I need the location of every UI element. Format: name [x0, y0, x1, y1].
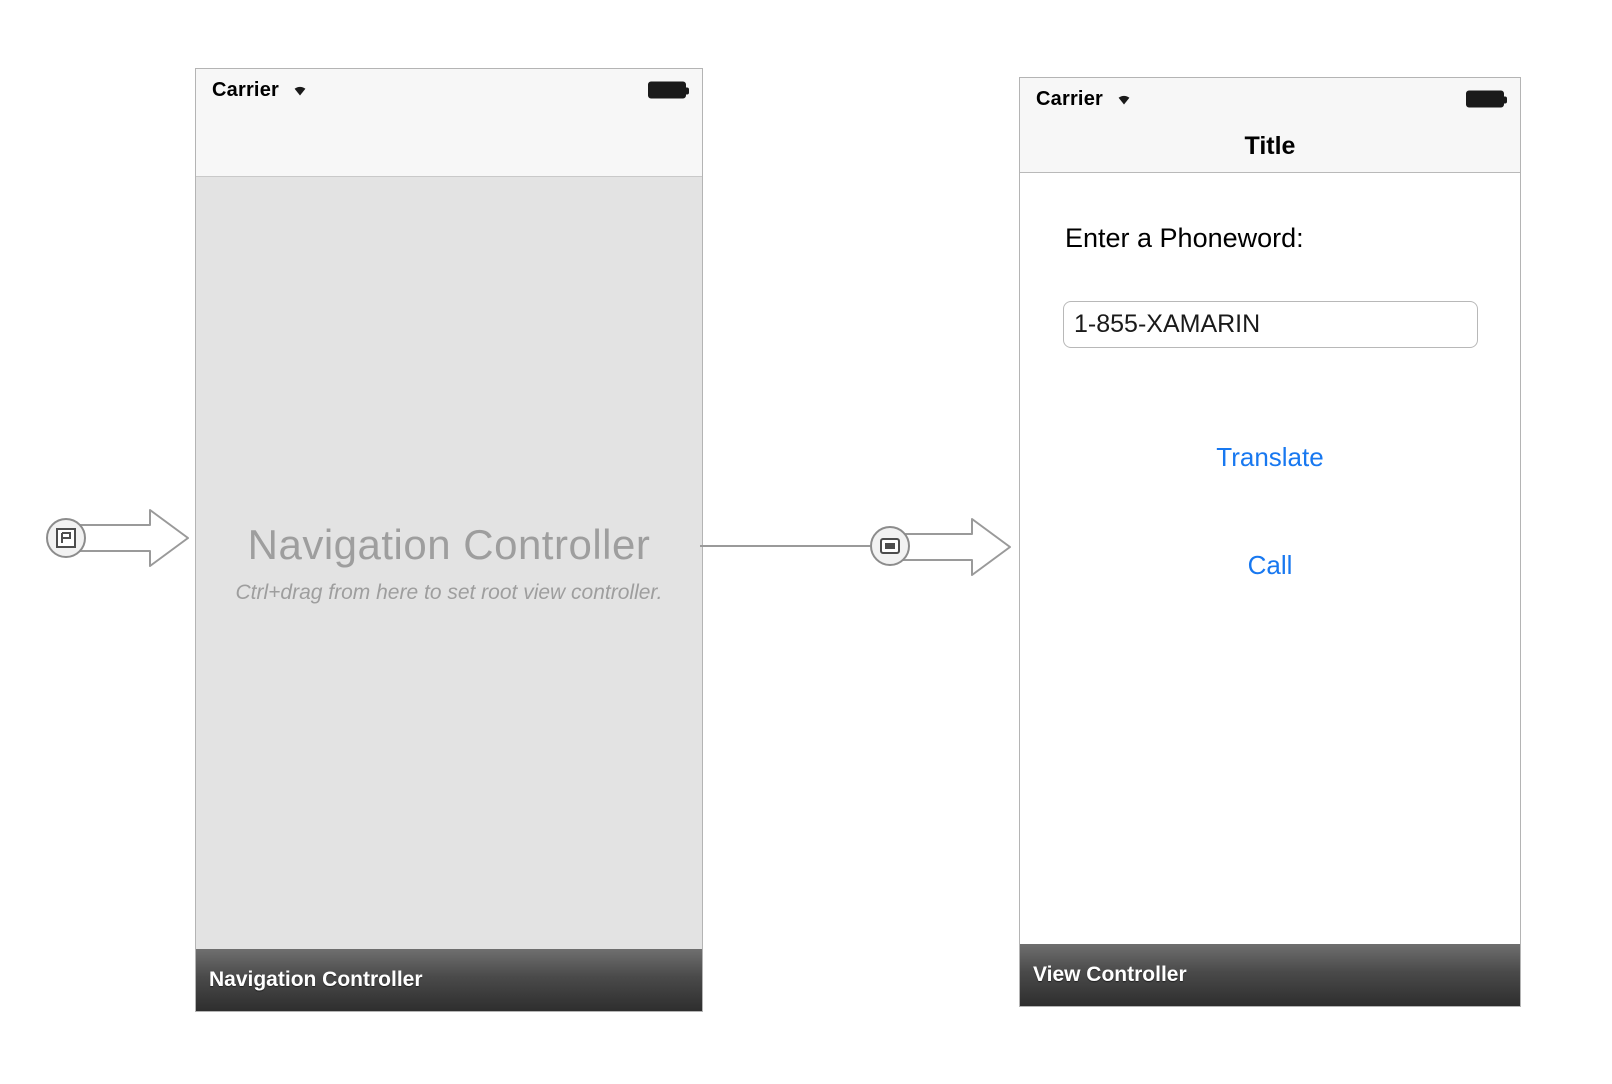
navigation-controller-scene[interactable]	[195, 68, 703, 1012]
root-view-relationship-segue[interactable]	[700, 508, 1020, 588]
storyboard-entry-point-icon	[57, 529, 75, 547]
navigation-controller-placeholder-area	[196, 177, 702, 949]
call-button[interactable]: Call	[1020, 549, 1520, 582]
wifi-icon	[1112, 88, 1136, 110]
phoneword-prompt-label: Enter a Phoneword:	[1065, 223, 1304, 253]
navigation-controller-top-area	[196, 69, 702, 177]
carrier-label: Carrier	[212, 78, 279, 101]
phoneword-input[interactable]	[1063, 301, 1478, 348]
navigation-controller-placeholder-hint: Ctrl+drag from here to set root view controller.	[235, 581, 663, 604]
view-controller-nav-bar	[1020, 120, 1520, 173]
view-controller-scene-label: View Controller	[1033, 963, 1187, 986]
status-bar	[1020, 78, 1520, 120]
battery-icon	[648, 82, 686, 99]
nav-bar-title: Title	[1244, 131, 1296, 160]
relationship-segue-icon	[881, 539, 899, 553]
carrier-label: Carrier	[1036, 87, 1103, 110]
wifi-icon	[288, 79, 312, 101]
storyboard-entry-point-arrow[interactable]	[38, 498, 198, 578]
view-controller-content-area	[1020, 173, 1520, 949]
navigation-controller-scene-label-bar[interactable]	[196, 949, 702, 1011]
battery-icon	[1466, 91, 1504, 108]
navigation-controller-placeholder-title: Navigation Controller	[247, 521, 651, 568]
status-bar	[196, 69, 702, 111]
view-controller-scene[interactable]	[1019, 77, 1521, 1007]
navigation-controller-scene-label: Navigation Controller	[209, 968, 423, 991]
view-controller-scene-label-bar[interactable]	[1020, 944, 1520, 1006]
translate-button[interactable]: Translate	[1020, 441, 1520, 474]
